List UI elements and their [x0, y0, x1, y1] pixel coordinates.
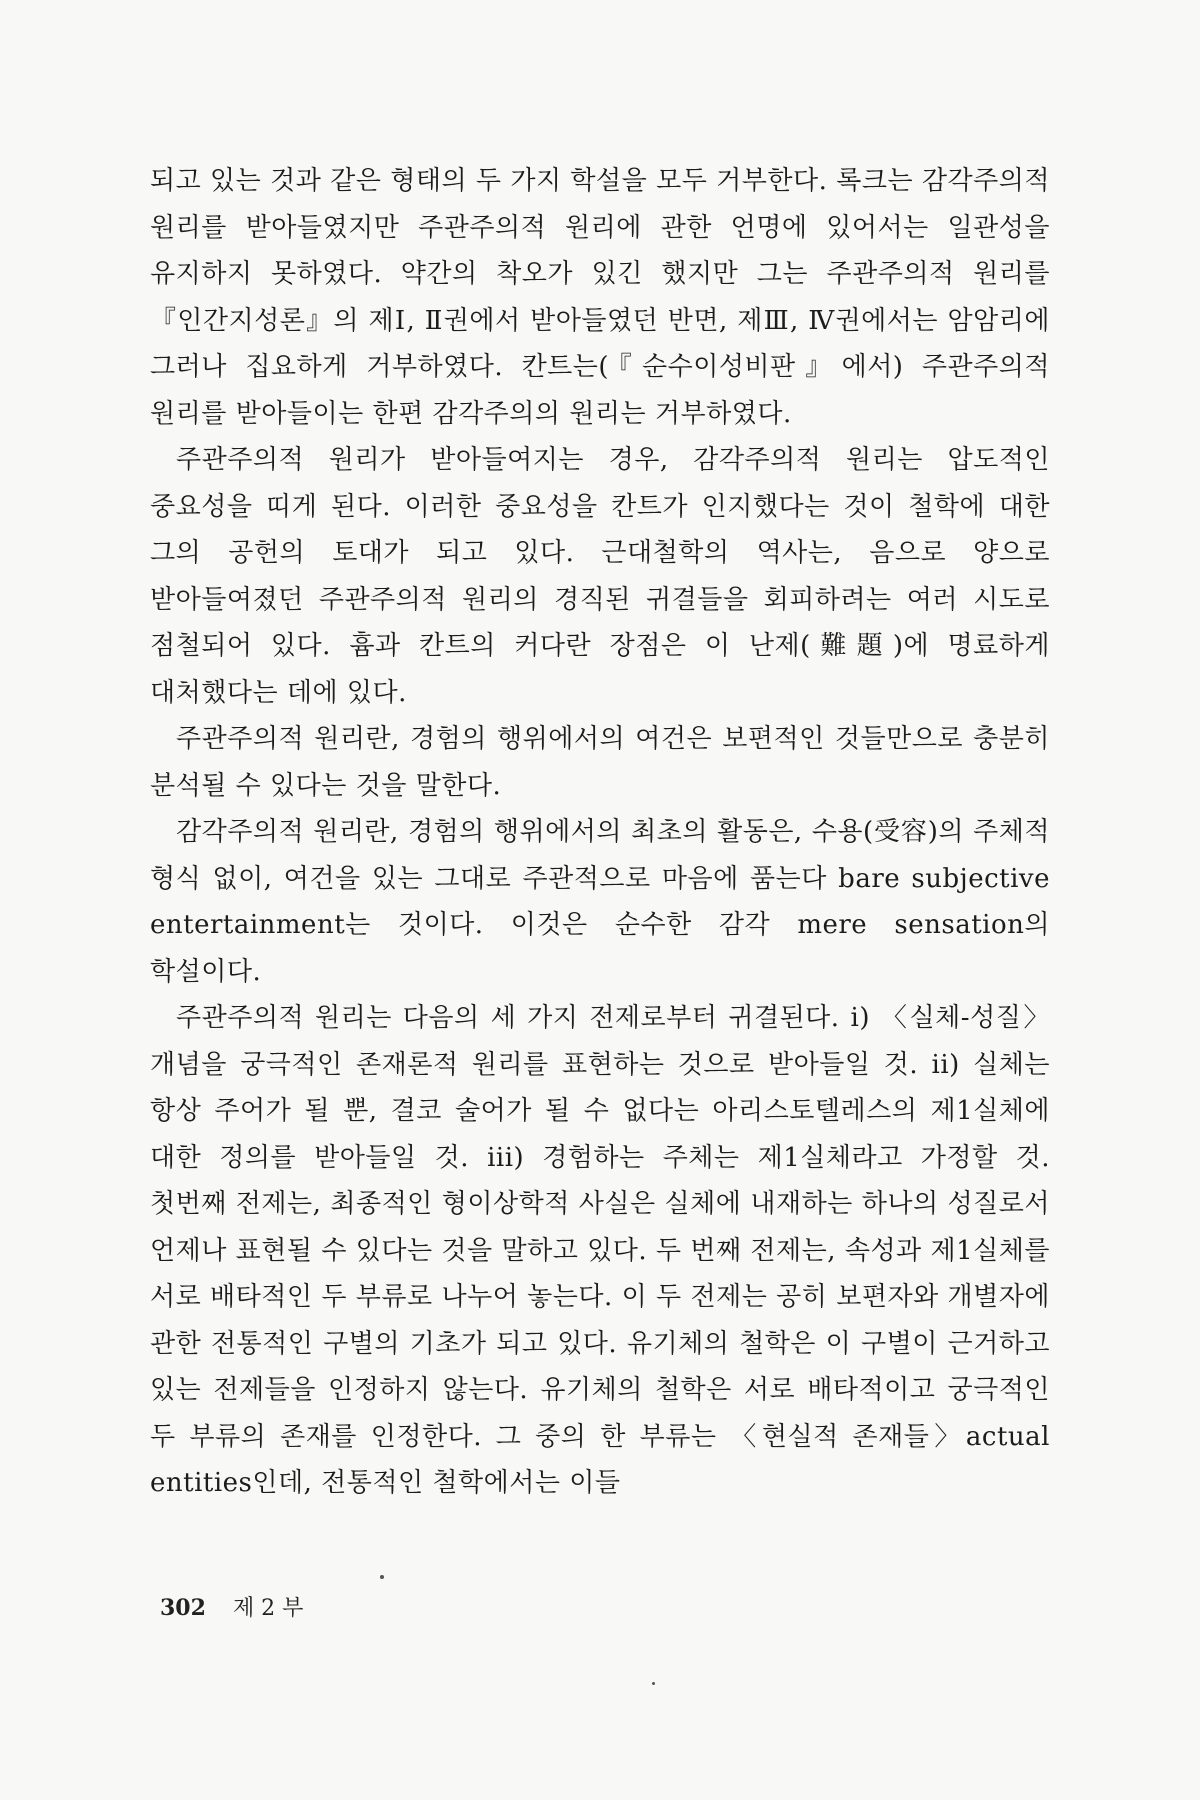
page-footer — [160, 1591, 303, 1622]
paragraph-3: 주관주의적 원리란, 경험의 행위에서의 여건은 보편적인 것들만으로 충분히 분석될 수 있다는 것을 말한다. — [150, 724, 1050, 801]
paragraph-4: 감각주의적 원리란, 경험의 행위에서의 최초의 활동은, 수용(受容)의 주체적 형식 없이, 여건을 있는 그대로 주관적으로 마음에 품는다 bare subjective entertainment는 것이다. 이것은 순수한 감각 mere sensation의 학설이다. — [150, 817, 1050, 987]
scan-speck — [652, 1682, 655, 1685]
paragraph-1: 되고 있는 것과 같은 형태의 두 가지 학설을 모두 거부한다. 록크는 감각주의적 원리를 받아들였지만 주관주의적 원리에 관한 언명에 있어서는 일관성을 유지하지 못하였다. 약간의 착오가 있긴 했지만 그는 주관주의적 원리를 『인간지성론』의 제Ⅰ, Ⅱ권에서 받아들였던 반면, 제Ⅲ, Ⅳ권에서는 암암리에 그러나 집요하게 거부하였다. 칸트는(『순수이성비판』에서) 주관주의적 원리를 받아들이는 한편 감각주의의 원리는 거부하였다. — [150, 166, 1050, 429]
page-body — [150, 158, 1050, 1507]
scan-speck — [380, 1575, 384, 1579]
page-number: 302 — [160, 1595, 206, 1621]
paragraph-5: 주관주의적 원리는 다음의 세 가지 전제로부터 귀결된다. i) 〈실체-성질〉 개념을 궁극적인 존재론적 원리를 표현하는 것으로 받아들일 것. ii) 실체는 항상 주어가 될 뿐, 결코 술어가 될 수 없다는 아리스토텔레스의 제1실체에 대한 정의를 받아들일 것. iii) 경험하는 주체는 제1실체라고 가정할 것. 첫번째 전제는, 최종적인 형이상학적 사실은 실체에 내재하는 하나의 성질로서 언제나 표현될 수 있다는 것을 말하고 있다. 두 번째 전제는, 속성과 제1실체를 서로 배타적인 두 부류로 나누어 놓는다. 이 두 전제는 공히 보편자와 개별자에 관한 전통적인 구별의 기초가 되고 있다. 유기체의 철학은 이 구별이 근거하고 있는 전제들을 인정하지 않는다. 유기체의 철학은 서로 배타적이고 궁극적인 두 부류의 존재를 인정한다. 그 중의 한 부류는 〈현실적 존재들〉actual entities인데, 전통적인 철학에서는 이들 — [150, 1003, 1050, 1498]
part-label: 제 2 부 — [232, 1596, 304, 1621]
paragraph-2: 주관주의적 원리가 받아들여지는 경우, 감각주의적 원리는 압도적인 중요성을 띠게 된다. 이러한 중요성을 칸트가 인지했다는 것이 철학에 대한 그의 공헌의 토대가 되고 있다. 근대철학의 역사는, 음으로 양으로 받아들여졌던 주관주의적 원리의 경직된 귀결들을 회피하려는 여러 시도로 점철되어 있다. 흄과 칸트의 커다란 장점은 이 난제(難題)에 명료하게 대처했다는 데에 있다. — [150, 445, 1050, 708]
